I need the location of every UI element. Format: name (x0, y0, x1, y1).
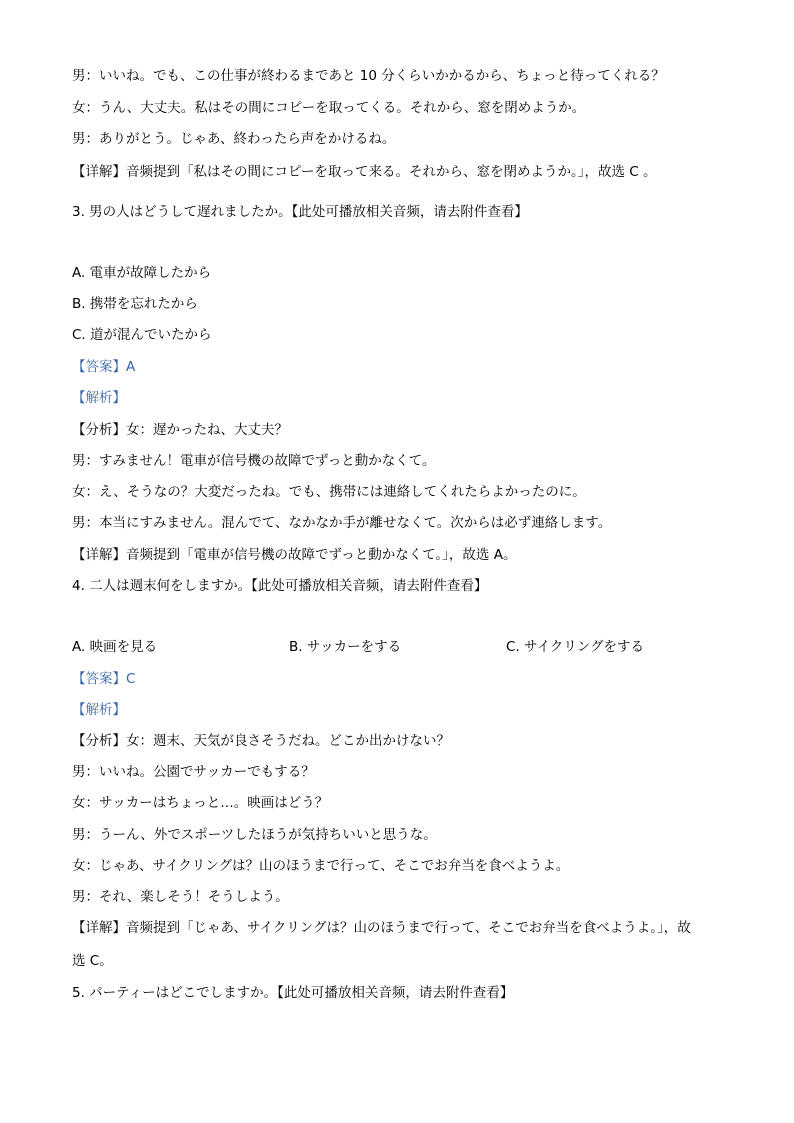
dialogue-line: 男：すみません！電車が信号機の故障でずっと動かなくて。 (72, 453, 436, 469)
dialogue-line: 男：うーん、外でスポーツしたほうが気持ちいいと思うな。 (72, 827, 437, 843)
dialogue-line: 男：それ、楽しそう！そうしよう。 (72, 889, 289, 905)
explanation-line: 【详解】音频提到「私はその間にコピーを取って来る。それから、窓を閉めようか。」，故选 C 。 (72, 164, 657, 180)
question-4: 4. 二人は週末何をしますか。【此处可播放相关音频，请去附件查看】 (72, 578, 488, 594)
q3-answer: 【答案】A (72, 359, 136, 375)
q3-option-b: B. 携帯を忘れたから (72, 296, 198, 312)
explanation-line: 【详解】音频提到「じゃあ、サイクリングは？山のほうまで行って、そこでお弁当を食べようよ。」，故 (72, 920, 691, 936)
dialogue-line: 男：ありがとう。じゃあ、終わったら声をかけるね。 (72, 131, 396, 147)
q3-option-a: A. 電車が故障したから (72, 265, 212, 281)
dialogue-line: 男：いいね。でも、この仕事が終わるまであと 10 分くらいかかるから、ちょっと待ってくれる？ (72, 68, 665, 84)
q3-analysis-label: 【解析】 (72, 390, 126, 406)
dialogue-line: 女：うん、大丈夫。私はその間にコピーを取ってくる。それから、窓を閉めようか。 (72, 100, 586, 116)
dialogue-line: 【分析】女：遅かったね、大丈夫？ (72, 422, 288, 438)
dialogue-line: 女：じゃあ、サイクリングは？山のほうまで行って、そこでお弁当を食べようよ。 (72, 858, 570, 874)
q4-option-b: B. サッカーをする (289, 639, 402, 655)
dialogue-line: 男：本当にすみません。混んでて、なかなか手が離せなくて。次からは必ず連絡します。 (72, 515, 612, 531)
question-3: 3. 男の人はどうして遅れましたか。【此处可播放相关音频，请去附件查看】 (72, 204, 528, 220)
q4-analysis-label: 【解析】 (72, 702, 126, 718)
q4-answer: 【答案】C (72, 671, 136, 687)
question-5: 5. パーティーはどこでしますか。【此处可播放相关音频，请去附件查看】 (72, 985, 514, 1001)
dialogue-line: 【分析】女：週末、天気が良さそうだね。どこか出かけない？ (72, 733, 450, 749)
dialogue-line: 女：え、そうなの？大変だったね。でも、携帯には連絡してくれたらよかったのに。 (72, 484, 586, 500)
q4-option-a: A. 映画を見る (72, 639, 158, 655)
q3-option-c: C. 道が混んでいたから (72, 327, 212, 343)
q4-option-c: C. サイクリングをする (506, 639, 645, 655)
dialogue-line: 女：サッカーはちょっと…。映画はどう？ (72, 795, 329, 811)
dialogue-line: 男：いいね。公園でサッカーでもする？ (72, 764, 315, 780)
explanation-line-cont: 选 C。 (72, 953, 113, 969)
explanation-line: 【详解】音频提到「電車が信号機の故障でずっと動かなくて。」，故选 A。 (72, 547, 517, 563)
